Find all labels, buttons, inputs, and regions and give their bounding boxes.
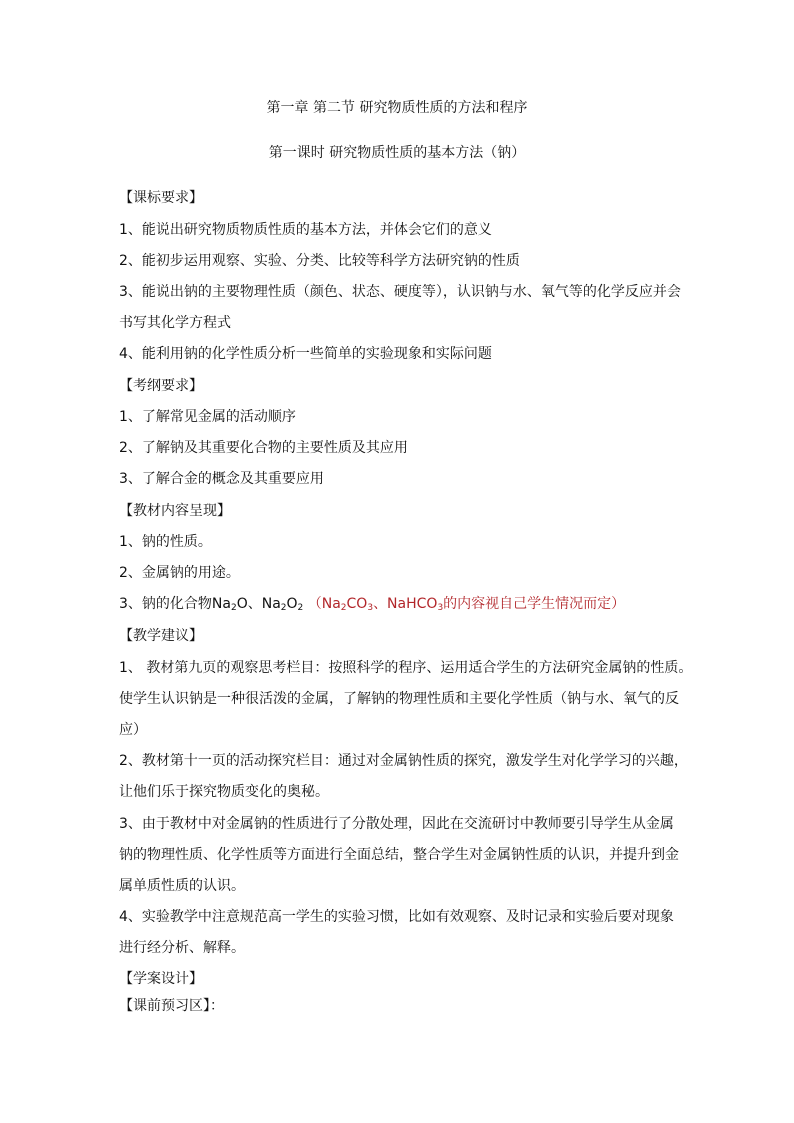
preview-heading: 【课前预习区】： — [119, 998, 224, 1014]
teaching-line: 4、实验教学中注意规范高一学生的实验习惯，比如有效观察、及时记录和实验后要对现象 — [119, 909, 674, 925]
teaching-line: 1、 教材第九页的观察思考栏目：按照科学的程序、运用适合学生的方法研究金属钠的性质。 — [119, 660, 693, 676]
compounds-note: （$Na_2CO_3$、NaHCO$_3$的内容视自己学生情况而定） — [303, 596, 626, 613]
content-item: 1、钠的性质。 — [119, 534, 212, 550]
curriculum-item: 1、能说出研究物质物质性质的基本方法，并体会它们的意义 — [119, 222, 492, 238]
content-item: 2、金属钠的用途。 — [119, 565, 240, 581]
curriculum-item-continued: 书写其化学方程式 — [119, 315, 231, 331]
teaching-line: 使学生认识钠是一种很活泼的金属，了解钠的物理性质和主要化学性质（钠与水、氧气的反 — [119, 691, 679, 707]
content-heading: 【教材内容呈现】 — [119, 503, 231, 519]
curriculum-heading: 【课标要求】 — [119, 190, 203, 206]
exam-item: 1、了解常见金属的活动顺序 — [119, 409, 296, 425]
teaching-line: 应） — [119, 722, 147, 738]
teaching-line: 3、由于教材中对金属钠的性质进行了分散处理，因此在交流研讨中教师要引导学生从金属 — [119, 816, 674, 832]
lesson-title: 第一课时 研究物质性质的基本方法（钠） — [268, 145, 526, 161]
exam-item: 2、了解钠及其重要化合物的主要性质及其应用 — [119, 440, 408, 456]
teaching-line: 2、教材第十一页的活动探究栏目：通过对金属钠性质的探究，激发学生对化学学习的兴趣， — [119, 753, 688, 769]
exam-item: 3、了解合金的概念及其重要应用 — [119, 471, 324, 487]
curriculum-item: 4、能利用钠的化学性质分析一些简单的实验现象和实际问题 — [119, 346, 492, 362]
teaching-heading: 【教学建议】 — [119, 628, 203, 644]
content-item-compounds: 3、钠的化合物$Na_2O$、$Na_2O_2$ （$Na_2CO_3$、NaHCO$_3$的内容视自己学生情况而定） — [119, 596, 626, 613]
teaching-line: 进行经分析、解释。 — [119, 940, 245, 956]
teaching-line: 让他们乐于探究物质变化的奥秘。 — [119, 784, 329, 800]
chapter-title: 第一章 第二节 研究物质性质的方法和程序 — [266, 100, 528, 116]
curriculum-item: 2、能初步运用观察、实验、分类、比较等科学方法研究钠的性质 — [119, 253, 520, 269]
design-heading: 【学案设计】 — [119, 971, 203, 987]
exam-heading: 【考纲要求】 — [119, 378, 203, 394]
curriculum-item: 3、能说出钠的主要物理性质（颜色、状态、硬度等），认识钠与水、氧气等的化学反应并会 — [119, 284, 681, 300]
teaching-line: 钠的物理性质、化学性质等方面进行全面总结，整合学生对金属钠性质的认识，并提升到金 — [119, 847, 679, 863]
teaching-line: 属单质性质的认识。 — [119, 878, 245, 894]
